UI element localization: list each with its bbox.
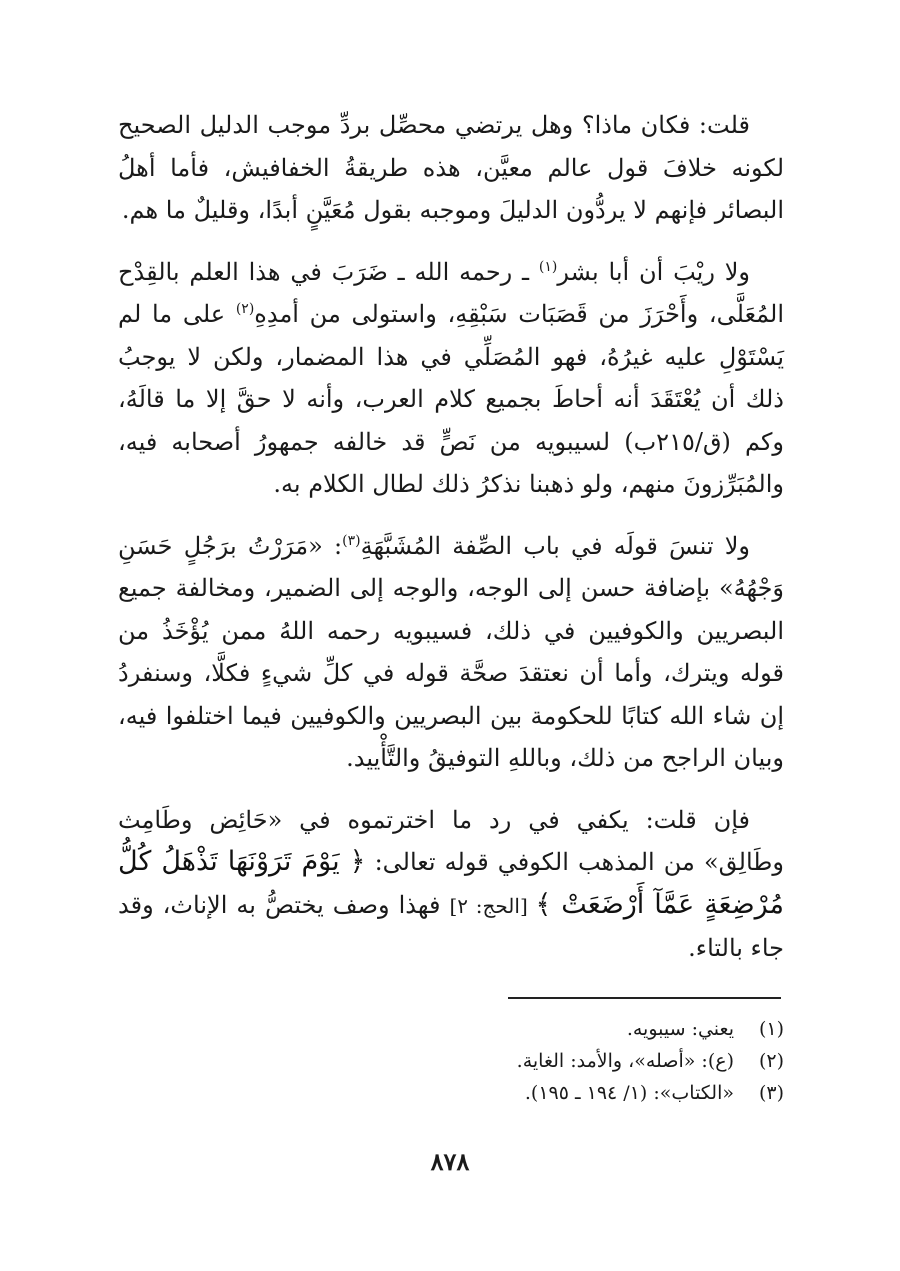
paragraph-3 [118,525,784,780]
paragraph-4-part-2: فهذا وصف يختصُّ به الإناث، وقد جاء بالتاء. [118,890,784,962]
paragraph-2-part-3: على ما لم يَسْتَوْلِ عليه غيرُهُ، فهو المُصَلِّي في هذا المضمار، ولكن لا يوجبُ ذلك أن يُعْتَقَدَ أنه أحاطَ بجميع كلام العرب، وأنه لا حقَّ إلا ما قالَهُ، وكم (ق/٢١٥ب) لسيبويه من نَصٍّ قد خالفه جمهورُ أصحابه فيه، والمُبَرِّزونَ منهم، ولو ذهبنا نذكرُ ذلك لطال الكلام به. [118,300,785,498]
paragraph-1: قلت: فكان ماذا؟ وهل يرتضي محصِّل بردِّ موجب الدليل الصحيح لكونه خلافَ قول عالم معيَّن، هذه طريقةُ الخفافيش، فأما أهلُ البصائر فإنهم لا يردُّون الدليلَ وموجبه بقول مُعَيَّنٍ أبدًا، وقليلٌ ما هم. [118,111,784,224]
page-number: ٨٧٨ [430,1147,470,1176]
paragraph-3-part-1: ولا تنسَ قولَه في باب الصِّفة المُشَبَّهَةِ [360,531,751,560]
footnote-1 [118,1013,784,1045]
paragraph-2 [118,251,784,506]
footnote-number: (٣) [758,1082,784,1104]
verse-reference: [الحج: ٢] [449,893,536,918]
footnote-text: يعني: سيبويه. [626,1018,734,1040]
paragraph-4-part-1: فإن قلت: يكفي في رد ما اخترتموه في «حَائِض وطَامِث وطَالِق» من المذهب الكوفي قوله تعالى: [118,805,784,876]
footnote-marker-2[interactable]: (٢) [235,301,255,317]
footnotes [118,1013,784,1109]
footnote-text: «الكتاب»: (١/ ١٩٤ ـ ١٩٥). [524,1082,734,1104]
footnote-marker-1[interactable]: (١) [538,258,558,275]
footnote-text: (ع): «أصله»، والأمد: الغاية. [516,1050,734,1072]
page-body [118,104,784,989]
footnote-3 [118,1077,784,1109]
footnote-2 [118,1045,784,1077]
quran-verse: ﴿ يَوْمَ تَرَوْنَهَا تَذْهَلُ كُلُّ مُرْضِعَةٍ عَمَّآ أَرْضَعَتْ ﴾ [118,846,784,920]
paragraph-2-part-1: ولا ريْبَ أن أبا بشر [557,257,750,286]
footnote-number: (١) [758,1018,784,1040]
paragraph-4 [118,799,784,970]
footnote-divider [508,997,781,999]
paragraph-3-part-2: : «مَرَرْتُ برَجُلٍ حَسَنِ وَجْهُهُ» بإضافة حسن إلى الوجه، والوجه إلى الضمير، ومخالفة جميع البصريين والكوفيين في ذلك، فسيبويه رحمه اللهُ ممن يُؤْخَذُ من قوله ويترك، وأما أن نعتقدَ صحَّة قوله في كلِّ شيءٍ فكلَّا، وسنفردُ إن شاء الله كتابًا للحكومة بين البصريين والكوفيين فيما اختلفوا فيه، وبيان الراجح من ذلك، وباللهِ التوفيقُ والتَّأْييد. [118,531,784,772]
footnote-number: (٢) [758,1050,784,1072]
footnote-marker-3[interactable]: (٣) [342,532,361,549]
paragraph-2-part-2: ـ رحمه الله ـ ضَرَبَ في هذا العلم بالقِدْح المُعَلَّى، وأَحْرَزَ من قَصَبَات سَبْقِهِ، واستولى من أمدِهِ [118,257,785,328]
